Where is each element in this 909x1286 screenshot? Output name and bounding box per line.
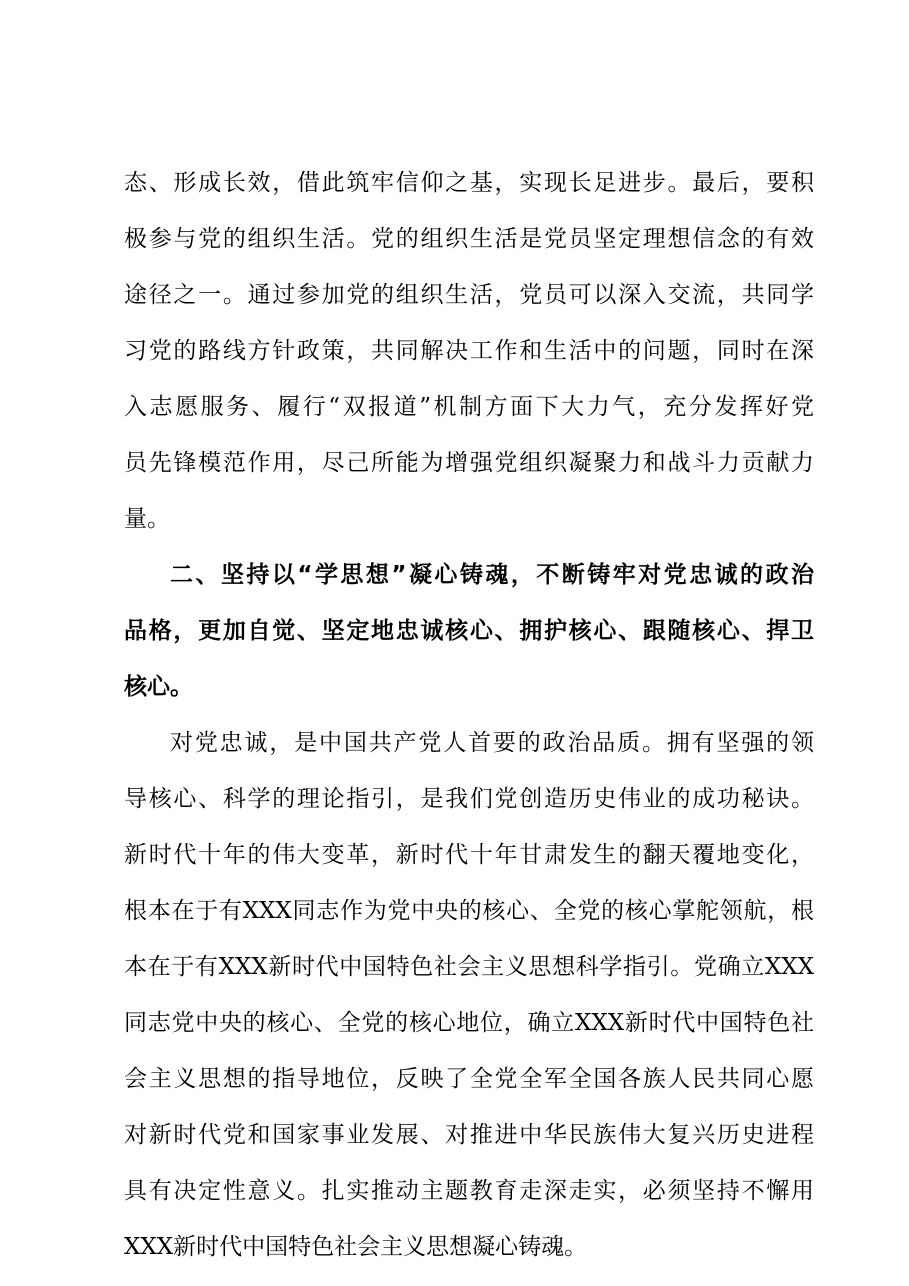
paragraph-line: 根本在于有XXX同志作为党中央的核心、全党的核心掌舵领航，根	[124, 898, 814, 924]
paragraph-line: 本在于有XXX新时代中国特色社会主义思想科学指引。党确立XXX	[124, 954, 814, 980]
paragraph-line: 对党忠诚，是中国共产党人首要的政治品质。拥有坚强的领	[170, 730, 814, 756]
paragraph-line: 员先锋模范作用，尽己所能为增强党组织凝聚力和战斗力贡献力	[124, 450, 814, 476]
heading-line: 品格，更加自觉、坚定地忠诚核心、拥护核心、跟随核心、捍卫	[124, 618, 814, 644]
paragraph-line: 具有决定性意义。扎实推动主题教育走深走实，必须坚持不懈用	[124, 1178, 814, 1204]
paragraph-line: 对新时代党和国家事业发展、对推进中华民族伟大复兴历史进程	[124, 1122, 814, 1148]
paragraph-line: 量。	[124, 506, 170, 532]
paragraph-line: 入志愿服务、履行“双报道”机制方面下大力气，充分发挥好党	[124, 394, 814, 420]
heading-line: 核心。	[124, 674, 193, 700]
heading-line: 二、坚持以“学思想”凝心铸魂，不断铸牢对党忠诚的政治	[170, 562, 814, 588]
paragraph-line: 会主义思想的指导地位，反映了全党全军全国各族人民共同心愿	[124, 1066, 814, 1092]
paragraph-line: 途径之一。通过参加党的组织生活，党员可以深入交流，共同学	[124, 282, 814, 308]
paragraph-line: 极参与党的组织生活。党的组织生活是党员坚定理想信念的有效	[124, 226, 814, 252]
paragraph-line: 同志党中央的核心、全党的核心地位，确立XXX新时代中国特色社	[124, 1010, 814, 1036]
paragraph-line: 新时代十年的伟大变革，新时代十年甘肃发生的翻天覆地变化，	[124, 842, 814, 868]
paragraph-line: 导核心、科学的理论指引，是我们党创造历史伟业的成功秘诀。	[124, 786, 814, 812]
paragraph-line: 习党的路线方针政策，共同解决工作和生活中的问题，同时在深	[124, 338, 814, 364]
paragraph-line: 态、形成长效，借此筑牢信仰之基，实现长足进步。最后，要积	[124, 170, 814, 196]
paragraph-line: XXX新时代中国特色社会主义思想凝心铸魂。	[124, 1234, 588, 1260]
